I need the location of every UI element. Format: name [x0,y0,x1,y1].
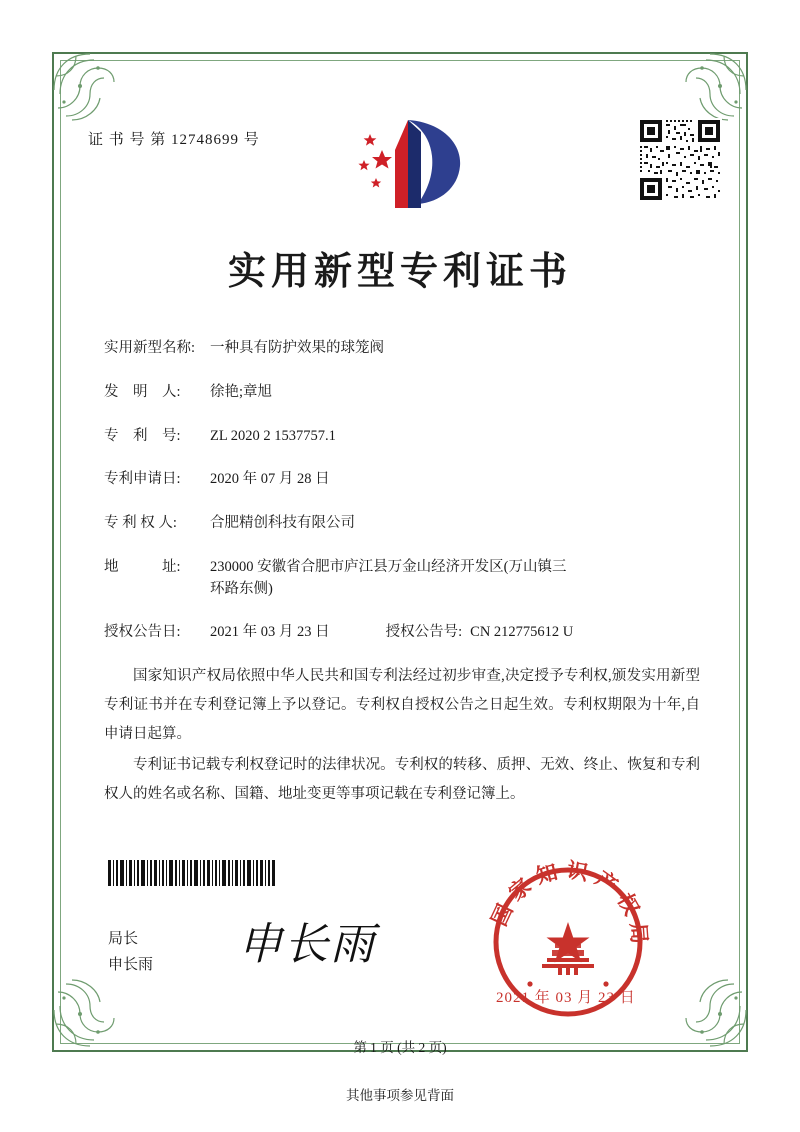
field-value-address-line2: 环路东侧) [210,580,273,597]
field-inventor [104,382,704,404]
field-label-grant-date: 授权公告日: [104,624,181,641]
field-label-patentee: 专 利 权 人: [104,515,177,531]
footer-note: 其他事项参见背面 [346,1088,454,1103]
field-value-address [210,557,704,601]
field-label-invention-name: 实用新型名称: [104,340,196,356]
barcode-icon [108,860,276,886]
field-patentee [104,513,704,535]
certificate-number: 证 书 号 第 12748699 号 [88,132,260,148]
field-value-inventor: 徐艳;章旭 [210,383,273,400]
cnipa-logo-icon [348,112,468,217]
svg-text:国家知识产权局: 国家知识产权局 [485,856,653,952]
page-title: 实用新型专利证书 [227,248,572,293]
field-label-grant-number: 授权公告号: [385,624,463,641]
field-value-application-date: 2020 年 07 月 28 日 [210,471,330,488]
field-application-date [104,469,704,491]
field-grant-announcement [104,622,704,644]
field-value-patentee: 合肥精创科技有限公司 [210,515,355,531]
field-value-patent-number: ZL 2020 2 1537757.1 [210,427,336,444]
director-title-label: 局长 [108,931,139,947]
seal-date: 2021 年 03 月 23 日 [496,990,636,1006]
field-label-address: 地 址: [104,558,181,575]
qr-code-icon [638,118,722,202]
field-label-patent-number: 专 利 号: [104,427,181,444]
field-label-inventor: 发 明 人: [104,383,181,400]
certificate-fields [104,338,704,666]
field-label-application-date: 专利申请日: [104,471,181,488]
body-paragraph-1: 国家知识产权局依照中华人民共和国专利法经过初步审查,决定授予专利权,颁发实用新型专利证书并在专利登记簿上予以登记。专利权自授权公告之日起生效。专利权期限为十年,自申请日起算。 [104,668,700,742]
handwritten-signature: 申长雨 [238,919,376,970]
signature-block [108,926,153,978]
field-invention-name [104,338,704,360]
page-number: 第 1 页 (共 2 页) [353,1040,447,1055]
field-value-invention-name: 一种具有防护效果的球笼阀 [210,340,384,356]
body-paragraph-2: 专利证书记载专利权登记时的法律状况。专利权的转移、质押、无效、终止、恢复和专利权人的姓名或名称、国籍、地址变更等事项记载在专利登记簿上。 [104,757,700,802]
certificate-body-text [104,662,700,811]
director-name-label: 申长雨 [108,957,154,973]
field-value-grant-number: CN 212775612 U [470,624,574,641]
field-value-address-line1: 230000 安徽省合肥市庐江县万金山经济开发区(万山镇三 [210,558,567,575]
field-address [104,557,704,601]
field-patent-number [104,426,704,448]
field-value-grant-date: 2021 年 03 月 23 日 [210,624,330,641]
